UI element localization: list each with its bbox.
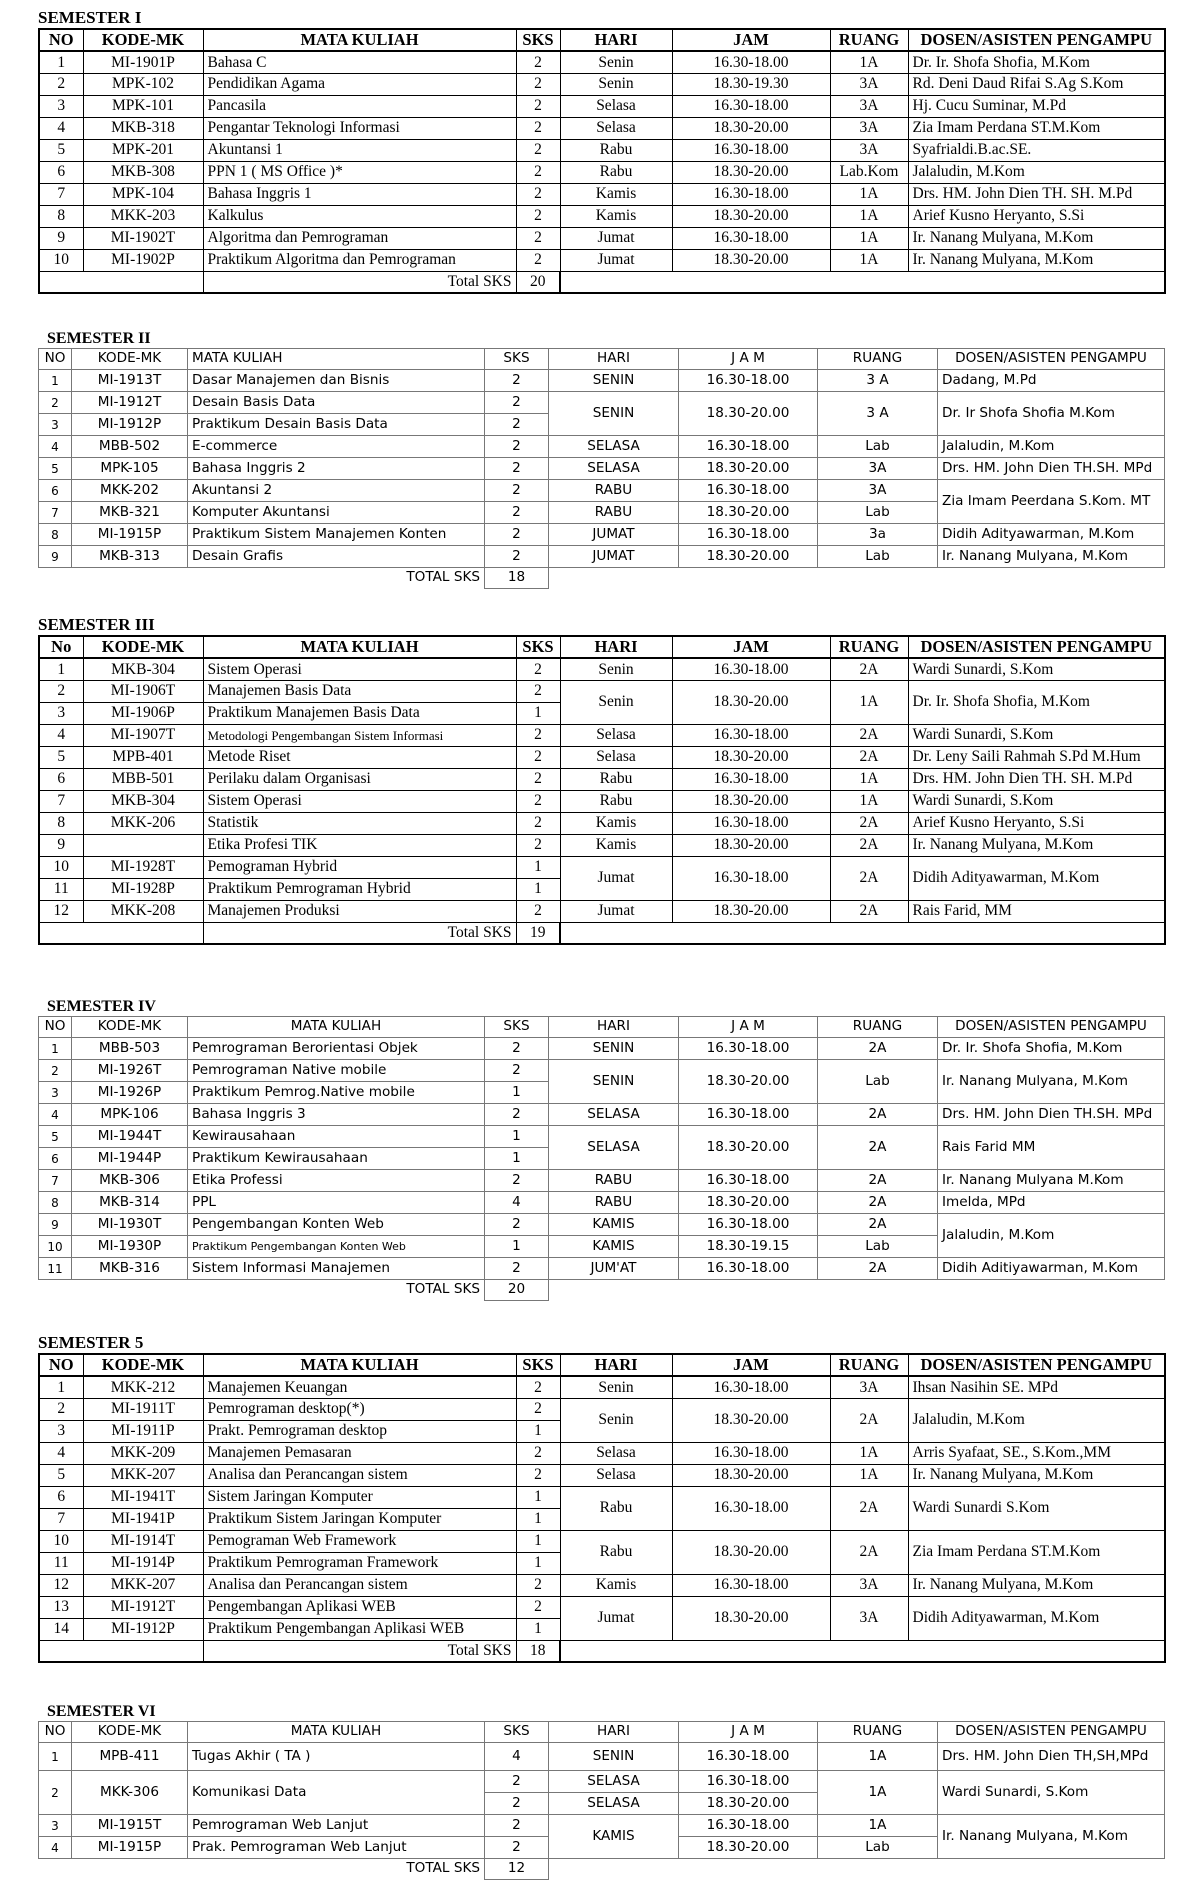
total-label: TOTAL SKS: [406, 1281, 480, 1298]
semester-2-section: [38, 330, 1165, 589]
table-row: 6 MBB-501 Perilaku dalam Organisasi 2 Rabu 16.30-18.00 1A Drs. HM. John Dien TH. SH. M.Pd: [39, 768, 1165, 790]
semester-3-table: [38, 635, 1166, 945]
table-header: NO KODE-MK MATA KULIAH SKS HARI JAM RUANG DOSEN/ASISTEN PENGAMPU: [39, 1354, 1165, 1376]
table-row: 3 MI-1915T Pemrograman Web Lanjut 2 KAMIS 16.30-18.00 1A Ir. Nanang Mulyana, M.Kom: [39, 1815, 1165, 1837]
table-row: 10 MI-1902P Praktikum Algoritma dan Pemrograman 2 Jumat 18.30-20.00 1A Ir. Nanang Mulyana, M.Kom: [39, 249, 1165, 271]
semester-1-title: SEMESTER I: [38, 8, 142, 27]
table-row: 2 MKK-306 Komunikasi Data 2 SELASA 16.30-18.00 1A Wardi Sunardi, S.Kom: [39, 1771, 1165, 1793]
table-row: 10 MI-1914T Pemograman Web Framework 1 Rabu 18.30-20.00 2A Zia Imam Perdana ST.M.Kom: [39, 1530, 1165, 1552]
semester-4-section: [38, 998, 1165, 1301]
semester-5-section: [38, 1333, 1166, 1663]
table-row: 7 MPK-104 Bahasa Inggris 1 2 Kamis 16.30-18.00 1A Drs. HM. John Dien TH. SH. M.Pd: [39, 183, 1165, 205]
table-header: NO KODE-MK MATA KULIAH SKS HARI J A M RUANG DOSEN/ASISTEN PENGAMPU: [39, 349, 1165, 370]
table-row: 4 MKK-209 Manajemen Pemasaran 2 Selasa 16.30-18.00 1A Arris Syafaat, SE., S.Kom.,MM: [39, 1442, 1165, 1464]
semester-6-title: SEMESTER VI: [47, 1703, 156, 1720]
semester-4-table: [38, 1016, 1165, 1301]
table-row: 4 MPK-106 Bahasa Inggris 3 2 SELASA 16.30-18.00 2A Drs. HM. John Dien TH.SH. MPd: [39, 1104, 1165, 1126]
semester-1-rows: [39, 51, 1165, 293]
table-row: 11 MI-1914P Praktikum Pemrograman Framework 1: [39, 1552, 1165, 1574]
table-row: 1 MKB-304 Sistem Operasi 2 Senin 16.30-18.00 2A Wardi Sunardi, S.Kom: [39, 658, 1165, 680]
table-row: 4 MKB-318 Pengantar Teknologi Informasi 2 Selasa 18.30-20.00 3A Zia Imam Perdana ST.M.Kom: [39, 117, 1165, 139]
table-row: 7 MKB-306 Etika Professi 2 RABU 16.30-18.00 2A Ir. Nanang Mulyana M.Kom: [39, 1170, 1165, 1192]
table-row: 2 MI-1906T Manajemen Basis Data 2 Senin 18.30-20.00 1A Dr. Ir. Shofa Shofia, M.Kom: [39, 680, 1165, 702]
total-value: 18: [516, 1640, 560, 1662]
total-label: TOTAL SKS: [406, 1860, 480, 1877]
table-row: 6 MKK-202 Akuntansi 2 2 RABU 16.30-18.00 3A Zia Imam Peerdana S.Kom. MT: [39, 480, 1165, 502]
semester-2-title: SEMESTER II: [47, 330, 151, 347]
table-row: 5 MPK-201 Akuntansi 1 2 Rabu 16.30-18.00 3A Syafrialdi.B.ac.SE.: [39, 139, 1165, 161]
semester-4-rows: [39, 1038, 1165, 1301]
semester-5-table: [38, 1353, 1166, 1663]
table-row: 3 MPK-101 Pancasila 2 Selasa 16.30-18.00 3A Hj. Cucu Suminar, M.Pd: [39, 95, 1165, 117]
table-row: 10 MI-1928T Pemograman Hybrid 1 Jumat 16.30-18.00 2A Didih Adityawarman, M.Kom: [39, 856, 1165, 878]
total-row: [39, 1280, 1165, 1301]
semester-6-section: [38, 1703, 1165, 1880]
table-row: 13 MI-1912T Pengembangan Aplikasi WEB 2 Jumat 18.30-20.00 3A Didih Adityawarman, M.Kom: [39, 1596, 1165, 1618]
semester-5-rows: [39, 1376, 1165, 1662]
table-row: 2 MPK-102 Pendidikan Agama 2 Senin 18.30-19.30 3A Rd. Deni Daud Rifai S.Ag S.Kom: [39, 73, 1165, 95]
table-row: 1 MKK-212 Manajemen Keuangan 2 Senin 16.30-18.00 3A Ihsan Nasihin SE. MPd: [39, 1376, 1165, 1398]
table-row: 8 MKB-314 PPL 4 RABU 18.30-20.00 2A Imelda, MPd: [39, 1192, 1165, 1214]
semester-1-section: [38, 8, 1166, 294]
table-row: 7 MKB-321 Komputer Akuntansi 2 RABU 18.30-20.00 Lab: [39, 502, 1165, 524]
table-row: 5 MPK-105 Bahasa Inggris 2 2 SELASA 18.30-20.00 3A Drs. HM. John Dien TH.SH. MPd: [39, 458, 1165, 480]
total-label: Total SKS: [203, 271, 516, 293]
table-row: 4 MBB-502 E-commerce 2 SELASA 16.30-18.00 Lab Jalaludin, M.Kom: [39, 436, 1165, 458]
table-row: 2 SELASA 18.30-20.00: [39, 1793, 1165, 1815]
table-row: 6 MI-1944P Praktikum Kewirausahaan 1: [39, 1148, 1165, 1170]
semester-1-table: [38, 28, 1166, 294]
table-row: 2 MI-1911T Pemrograman desktop(*) 2 Senin 18.30-20.00 2A Jalaludin, M.Kom: [39, 1398, 1165, 1420]
total-row: [39, 1859, 1165, 1880]
total-label: Total SKS: [203, 922, 516, 944]
total-row: [39, 1640, 1165, 1662]
total-value: 12: [485, 1859, 549, 1880]
total-value: 18: [485, 568, 549, 589]
table-row: 9 Etika Profesi TIK 2 Kamis 18.30-20.00 2A Ir. Nanang Mulyana, M.Kom: [39, 834, 1165, 856]
table-row: 7 MI-1941P Praktikum Sistem Jaringan Komputer 1: [39, 1508, 1165, 1530]
semester-2-rows: [39, 370, 1165, 589]
table-row: 2 MI-1926T Pemrograman Native mobile 2 SENIN 18.30-20.00 Lab Ir. Nanang Mulyana, M.Kom: [39, 1060, 1165, 1082]
table-row: 9 MI-1902T Algoritma dan Pemrograman 2 Jumat 16.30-18.00 1A Ir. Nanang Mulyana, M.Kom: [39, 227, 1165, 249]
table-row: 4 MI-1907T Metodologi Pengembangan Sistem Informasi 2 Selasa 16.30-18.00 2A Wardi Sunardi, S.Kom: [39, 724, 1165, 746]
table-row: 6 MI-1941T Sistem Jaringan Komputer 1 Rabu 16.30-18.00 2A Wardi Sunardi S.Kom: [39, 1486, 1165, 1508]
total-value: 19: [516, 922, 560, 944]
semester-3-section: [38, 615, 1166, 945]
table-row: 12 MKK-207 Analisa dan Perancangan sistem 2 Kamis 16.30-18.00 3A Ir. Nanang Mulyana, M.Kom: [39, 1574, 1165, 1596]
semester-2-table: [38, 348, 1165, 589]
table-row: 2 MI-1912T Desain Basis Data 2 SENIN 18.30-20.00 3 A Dr. Ir Shofa Shofia M.Kom: [39, 392, 1165, 414]
table-row: 7 MKB-304 Sistem Operasi 2 Rabu 18.30-20.00 1A Wardi Sunardi, S.Kom: [39, 790, 1165, 812]
table-row: 4 MI-1915P Prak. Pemrograman Web Lanjut 2 18.30-20.00 Lab: [39, 1837, 1165, 1859]
table-row: 3 MI-1912P Praktikum Desain Basis Data 2: [39, 414, 1165, 436]
semester-5-title: SEMESTER 5: [38, 1333, 144, 1352]
table-row: 1 MPB-411 Tugas Akhir ( TA ) 4 SENIN 16.30-18.00 1A Drs. HM. John Dien TH,SH,MPd: [39, 1743, 1165, 1771]
semester-4-title: SEMESTER IV: [47, 998, 156, 1015]
table-row: 3 MI-1911P Prakt. Pemrograman desktop 1: [39, 1420, 1165, 1442]
table-row: 8 MKK-206 Statistik 2 Kamis 16.30-18.00 2A Arief Kusno Heryanto, S.Si: [39, 812, 1165, 834]
table-row: 6 MKB-308 PPN 1 ( MS Office )* 2 Rabu 18.30-20.00 Lab.Kom Jalaludin, M.Kom: [39, 161, 1165, 183]
table-row: 10 MI-1930P Praktikum Pengembangan Konten Web 1 KAMIS 18.30-19.15 Lab: [39, 1236, 1165, 1258]
table-row: 5 MPB-401 Metode Riset 2 Selasa 18.30-20.00 2A Dr. Leny Saili Rahmah S.Pd M.Hum: [39, 746, 1165, 768]
semester-3-title: SEMESTER III: [38, 615, 155, 634]
total-row: [39, 568, 1165, 589]
table-row: 9 MI-1930T Pengembangan Konten Web 2 KAMIS 16.30-18.00 2A Jalaludin, M.Kom: [39, 1214, 1165, 1236]
total-value: 20: [485, 1280, 549, 1301]
table-row: 8 MKK-203 Kalkulus 2 Kamis 18.30-20.00 1A Arief Kusno Heryanto, S.Si: [39, 205, 1165, 227]
table-header: NO KODE-MK MATA KULIAH SKS HARI J A M RUANG DOSEN/ASISTEN PENGAMPU: [39, 1722, 1165, 1743]
table-header: No KODE-MK MATA KULIAH SKS HARI JAM RUANG DOSEN/ASISTEN PENGAMPU: [39, 636, 1165, 658]
table-row: 8 MI-1915P Praktikum Sistem Manajemen Konten 2 JUMAT 16.30-18.00 3a Didih Adityawarman, M.Kom: [39, 524, 1165, 546]
table-row: 9 MKB-313 Desain Grafis 2 JUMAT 18.30-20.00 Lab Ir. Nanang Mulyana, M.Kom: [39, 546, 1165, 568]
total-value: 20: [516, 271, 560, 293]
table-row: 12 MKK-208 Manajemen Produksi 2 Jumat 18.30-20.00 2A Rais Farid, MM: [39, 900, 1165, 922]
total-row: [39, 271, 1165, 293]
table-row: 5 MI-1944T Kewirausahaan 1 SELASA 18.30-20.00 2A Rais Farid MM: [39, 1126, 1165, 1148]
table-row: 1 MI-1901P Bahasa C 2 Senin 16.30-18.00 1A Dr. Ir. Shofa Shofia, M.Kom: [39, 51, 1165, 73]
table-row: 1 MBB-503 Pemrograman Berorientasi Objek 2 SENIN 16.30-18.00 2A Dr. Ir. Shofa Shofia, M.Kom: [39, 1038, 1165, 1060]
table-row: 1 MI-1913T Dasar Manajemen dan Bisnis 2 SENIN 16.30-18.00 3 A Dadang, M.Pd: [39, 370, 1165, 392]
semester-6-table: [38, 1721, 1165, 1880]
table-row: 11 MI-1928P Praktikum Pemrograman Hybrid 1: [39, 878, 1165, 900]
table-row: 3 MI-1926P Praktikum Pemrog.Native mobile 1: [39, 1082, 1165, 1104]
table-row: 14 MI-1912P Praktikum Pengembangan Aplikasi WEB 1: [39, 1618, 1165, 1640]
semester-6-rows: [39, 1743, 1165, 1880]
semester-3-rows: [39, 658, 1165, 944]
table-row: 3 MI-1906P Praktikum Manajemen Basis Data 1: [39, 702, 1165, 724]
table-row: 5 MKK-207 Analisa dan Perancangan sistem 2 Selasa 18.30-20.00 1A Ir. Nanang Mulyana, M.Kom: [39, 1464, 1165, 1486]
table-header: NO KODE-MK MATA KULIAH SKS HARI JAM RUANG DOSEN/ASISTEN PENGAMPU: [39, 29, 1165, 51]
table-row: 11 MKB-316 Sistem Informasi Manajemen 2 JUM'AT 16.30-18.00 2A Didih Aditiyawarman, M.Kom: [39, 1258, 1165, 1280]
total-label: TOTAL SKS: [406, 569, 480, 586]
total-label: Total SKS: [203, 1640, 516, 1662]
table-header: NO KODE-MK MATA KULIAH SKS HARI J A M RUANG DOSEN/ASISTEN PENGAMPU: [39, 1017, 1165, 1038]
total-row: [39, 922, 1165, 944]
